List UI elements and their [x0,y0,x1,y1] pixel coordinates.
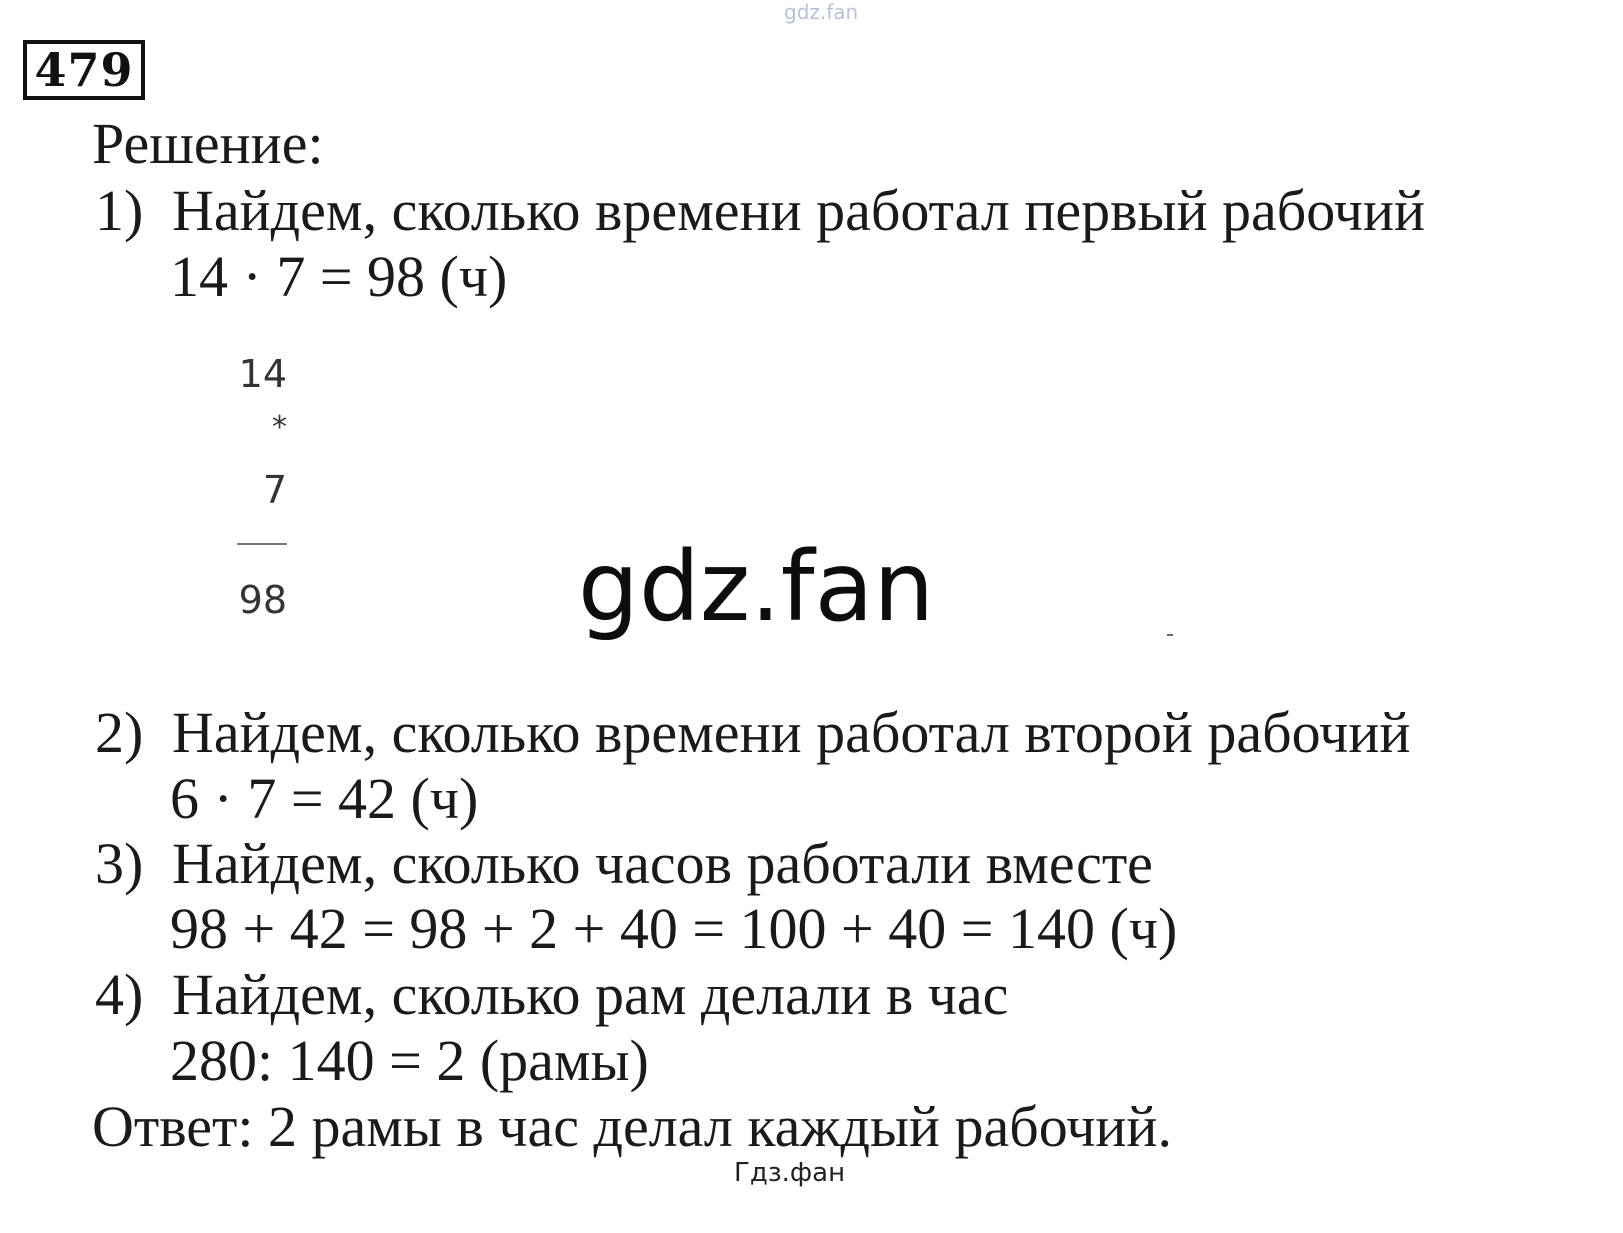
step-3-number: 3) [95,831,144,896]
step-2-line [0,701,1623,765]
step-2-expression: 6 · 7 = 42 (ч) [170,766,479,831]
step-3-line [0,832,1623,896]
step-1-line [0,179,1623,243]
watermark-bottom: Гдз.фан [734,1158,846,1188]
column-bottom-operand: 7 [262,468,287,512]
problem-number: 479 [23,40,145,100]
step-1-title: Найдем, сколько времени работал первый рабочий [172,178,1426,243]
watermark-center: gdz.fan [578,531,935,643]
step-2-number: 2) [95,700,144,765]
stray-mark [1167,634,1173,636]
column-top-operand: 14 [238,352,287,396]
watermark-top: gdz.fan [784,0,859,24]
column-operator: * [272,410,287,445]
column-result: 98 [238,578,287,622]
step-4-number: 4) [95,962,144,1027]
answer-text: Ответ: 2 рамы в час делал каждый рабочий. [92,1094,1172,1159]
step-1-expression: 14 · 7 = 98 (ч) [170,244,508,309]
column-divider-line [237,543,287,545]
step-3-title: Найдем, сколько часов работали вместе [172,831,1153,896]
solution-heading: Решение: [92,111,324,176]
step-4-expression: 280: 140 = 2 (рамы) [170,1028,649,1093]
step-4-title: Найдем, сколько рам делали в час [172,962,1009,1027]
step-1-number: 1) [95,178,144,243]
step-4-line [0,963,1623,1027]
step-2-title: Найдем, сколько времени работал второй рабочий [172,700,1411,765]
step-3-expression: 98 + 42 = 98 + 2 + 40 = 100 + 40 = 140 (ч) [170,896,1178,961]
